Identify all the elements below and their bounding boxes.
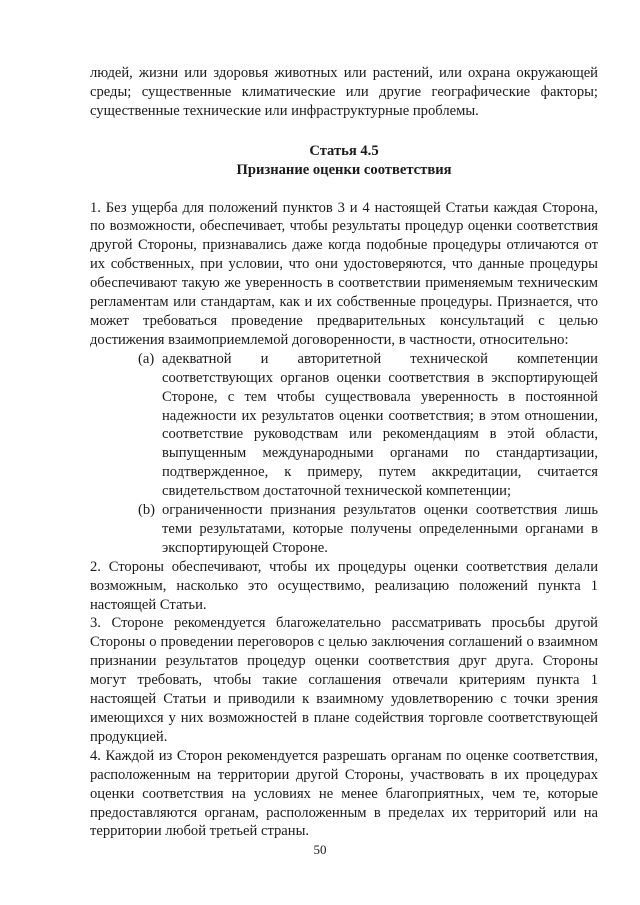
article-heading <box>90 142 598 180</box>
article-number: Статья 4.5 <box>309 142 379 159</box>
list-text: ограниченности признания результатов оценки соответствия лишь теми результатами, которые получены определенными органами в экспортирующей Стороне. <box>162 502 598 556</box>
document-page <box>90 64 598 841</box>
list-marker: (a) <box>138 350 155 367</box>
list-marker: (b) <box>138 502 156 519</box>
paragraph-2: 2. Стороны обеспечивают, чтобы их процедуры оценки соответствия делали возможным, насколько это осуществимо, реализацию положений пункта 1 настоящей Статьи. <box>90 558 598 613</box>
paragraph-3: 3. Стороне рекомендуется благожелательно рассматривать просьбы другой Стороны о проведении переговоров с целью заключения соглашений о взаимном признании результатов процедур оценки соответствия друг друга. Стороны могут требовать, чтобы такие соглашения отвечали критериям пункта 1 настоящей Статьи и приводили к взаимному удовлетворению с точки зрения имеющихся у них возможностей в плане содействия торговле соответствующей продукцией. <box>90 615 598 745</box>
top-paragraph: людей, жизни или здоровья животных или растений, или охрана окружающей среды; существенные климатические или другие географические факторы; существенные технические или инфраструктурные проблемы. <box>90 65 598 119</box>
list-text: адекватной и авторитетной технической компетенции соответствующих органов оценки соответствия в экспортирующей Стороне, с тем чтобы существовала уверенность в постоянной надежности их результатов оценки соответствия; в этом отношении, соответствие руководствам или рекомендациям в этой области, выпущенным международными органами по стандартизации, подтвержденное, к примеру, путем аккредитации, считается свидетельством достаточной технической компетенции; <box>162 350 598 500</box>
article-title: Признание оценки соответствия <box>236 161 452 178</box>
paragraph-4: 4. Каждой из Сторон рекомендуется разрешать органам по оценке соответствия, расположенным на территории другой Стороны, участвовать в их процедурах оценки соответствия на условиях не менее благоприятных, чем те, которые предоставляются органам, расположенным в пределах их территорий или на территории любой третьей страны. <box>90 747 598 840</box>
list-item-a <box>138 350 598 501</box>
paragraph-1: 1. Без ущерба для положений пунктов 3 и 4 настоящей Статьи каждая Сторона, по возможности, обеспечивает, чтобы результаты процедур оценки соответствия другой Стороны, признавались даже когда подобные процедуры отличаются от их собственных, при условии, что они удостоверяются, что данные процедуры обеспечивают такую же уверенность в соответствии применяемым техническим регламентам или стандартам, как и их собственные процедуры. Признается, что может требоваться проведение предварительных консультаций с целью достижения взаимоприемлемой договоренности, в частности, относительно: <box>90 199 598 348</box>
list-item-b <box>138 501 598 558</box>
page-number: 50 <box>313 842 327 857</box>
